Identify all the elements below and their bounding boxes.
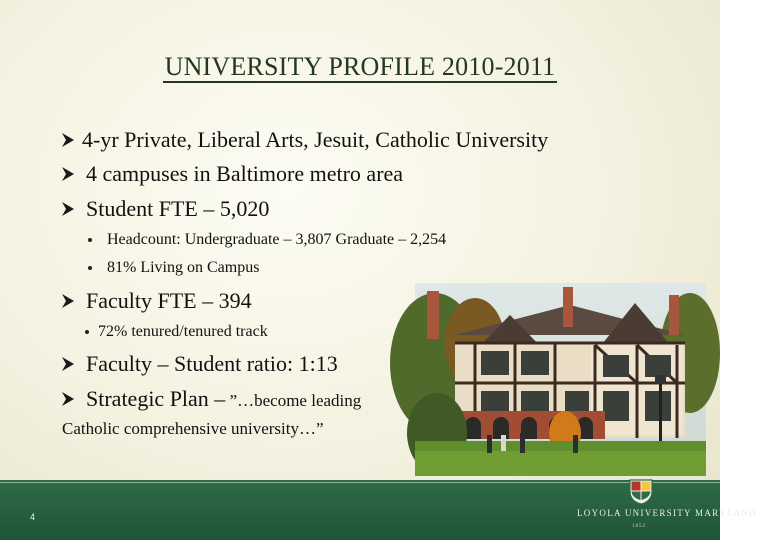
arrow-bullet-icon <box>62 357 74 371</box>
slide: UNIVERSITY PROFILE 2010-2011 4-yr Private, Liberal Arts, Jesuit, Catholic University 4 campuses in Baltimore metro area Student FTE – 5,020 Headcount: Undergraduate – 3,807 Graduate – 2,254 81% Living on Campus Faculty FTE – 394 72% tenured/tenured track Faculty – Student ratio: 1:13 Strategic Plan – ”…become leading Catholic comprehensive university…” 4 LOYOLA UNIVERSITY MARYLAND 1852 <box>0 0 720 540</box>
arrow-bullet-icon <box>62 202 74 216</box>
dot-bullet-icon <box>85 330 89 334</box>
page-number: 4 <box>30 512 36 522</box>
established-year: 1852 <box>632 524 646 529</box>
arrow-bullet-icon <box>62 294 74 308</box>
dot-bullet-icon <box>88 238 92 242</box>
university-brand-name: LOYOLA UNIVERSITY MARYLAND <box>577 508 757 518</box>
strategic-plan-quote-continuation: Catholic comprehensive university…” <box>62 419 324 438</box>
arrow-bullet-icon <box>62 133 74 147</box>
dot-bullet-icon <box>88 266 92 270</box>
university-crest-icon <box>629 479 653 505</box>
arrow-bullet-icon <box>62 167 74 181</box>
footer-divider <box>0 482 720 483</box>
campus-tudor-building-photo <box>415 283 706 476</box>
arrow-bullet-icon <box>62 392 74 406</box>
slide-title: UNIVERSITY PROFILE 2010-2011 <box>164 52 556 81</box>
